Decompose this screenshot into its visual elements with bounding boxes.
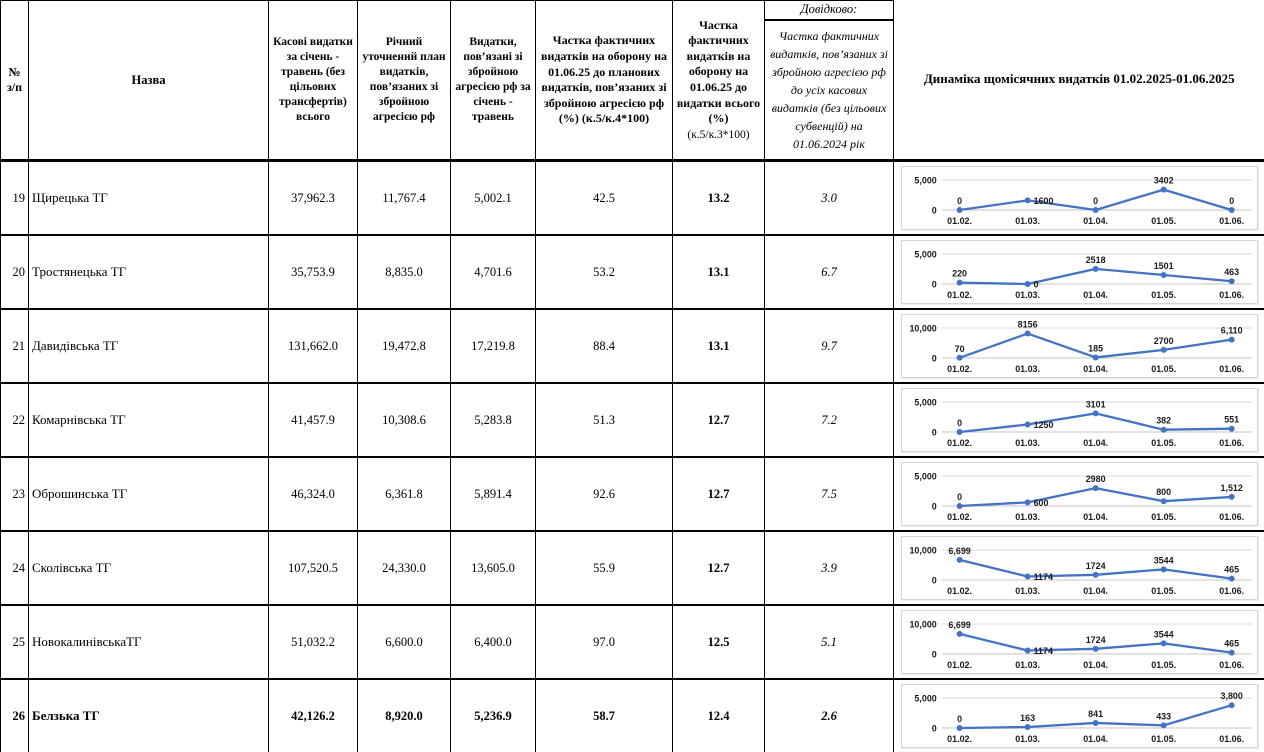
svg-text:0: 0 <box>932 576 937 586</box>
community-name-cell: Комарнівська ТГ <box>29 383 269 457</box>
share-of-total-cell: 12.7 <box>673 383 765 457</box>
defense-expenses-cell: 13,605.0 <box>451 531 536 605</box>
svg-text:01.06.: 01.06. <box>1219 290 1244 300</box>
annual-plan-cell: 11,767.4 <box>358 161 451 236</box>
svg-text:3402: 3402 <box>1154 176 1174 186</box>
svg-text:01.02.: 01.02. <box>947 660 972 670</box>
line-chart-svg <box>902 463 1257 525</box>
annual-plan-cell: 10,308.6 <box>358 383 451 457</box>
svg-text:01.06.: 01.06. <box>1219 512 1244 522</box>
defense-expenses-cell: 6,400.0 <box>451 605 536 679</box>
share-of-plan-cell: 42.5 <box>536 161 673 236</box>
cash-expenses-cell: 37,962.3 <box>269 161 358 236</box>
svg-text:01.04.: 01.04. <box>1083 290 1108 300</box>
svg-text:0: 0 <box>932 502 937 512</box>
svg-text:0: 0 <box>957 418 962 428</box>
svg-text:5,000: 5,000 <box>914 472 936 482</box>
svg-text:0: 0 <box>932 354 937 364</box>
share-of-plan-cell: 55.9 <box>536 531 673 605</box>
svg-text:1501: 1501 <box>1154 261 1174 271</box>
community-name-cell: Оброшинська ТГ <box>29 457 269 531</box>
svg-text:5,000: 5,000 <box>914 694 936 704</box>
svg-text:5,000: 5,000 <box>914 250 936 260</box>
svg-text:0: 0 <box>957 492 962 502</box>
community-name-cell: Сколівська ТГ <box>29 531 269 605</box>
community-name-cell: НовокалинівськаТГ <box>29 605 269 679</box>
reference-2024-cell: 7.5 <box>765 457 894 531</box>
svg-text:463: 463 <box>1224 267 1239 277</box>
svg-text:01.03.: 01.03. <box>1015 512 1040 522</box>
line-chart-svg <box>902 685 1257 747</box>
row-number-cell: 23 <box>1 457 29 531</box>
svg-text:3544: 3544 <box>1154 556 1174 566</box>
svg-text:01.03.: 01.03. <box>1015 290 1040 300</box>
share-of-plan-cell: 88.4 <box>536 309 673 383</box>
share-of-total-cell: 12.7 <box>673 531 765 605</box>
svg-text:01.04.: 01.04. <box>1083 364 1108 374</box>
defense-expenses-cell: 5,236.9 <box>451 679 536 752</box>
svg-text:01.06.: 01.06. <box>1219 216 1244 226</box>
table-row <box>1 457 1264 531</box>
svg-text:01.05.: 01.05. <box>1151 586 1176 596</box>
svg-text:01.04.: 01.04. <box>1083 438 1108 448</box>
svg-text:01.02.: 01.02. <box>947 364 972 374</box>
annual-plan-cell: 19,472.8 <box>358 309 451 383</box>
svg-text:185: 185 <box>1088 344 1103 354</box>
share-of-plan-cell: 97.0 <box>536 605 673 679</box>
dynamics-chart-cell <box>894 605 1264 679</box>
table-row <box>1 161 1264 236</box>
svg-text:841: 841 <box>1088 709 1103 719</box>
annual-plan-cell: 6,600.0 <box>358 605 451 679</box>
svg-text:465: 465 <box>1224 639 1239 649</box>
svg-text:0: 0 <box>932 206 937 216</box>
reference-2024-cell: 7.2 <box>765 383 894 457</box>
dynamics-chart-cell <box>894 161 1264 236</box>
annual-plan-cell: 8,920.0 <box>358 679 451 752</box>
sparkline-chart <box>901 314 1258 378</box>
svg-text:800: 800 <box>1156 487 1171 497</box>
svg-text:01.02.: 01.02. <box>947 216 972 226</box>
line-chart-svg <box>902 241 1257 303</box>
share-of-total-cell: 13.1 <box>673 309 765 383</box>
share-of-plan-cell: 92.6 <box>536 457 673 531</box>
table-body <box>1 161 1264 752</box>
line-chart-svg <box>902 315 1257 377</box>
svg-text:01.03.: 01.03. <box>1015 364 1040 374</box>
svg-text:600: 600 <box>1034 498 1049 508</box>
community-name-cell: Белзька ТГ <box>29 679 269 752</box>
annual-plan-cell: 8,835.0 <box>358 235 451 309</box>
svg-text:1174: 1174 <box>1034 646 1053 656</box>
svg-text:2700: 2700 <box>1154 336 1174 346</box>
reference-description: Частка фактичних видатків, пов’язаних зі збройною агресією рф до усіх касових видатків (без цільових субвенцій) на 01.06.2024 рік <box>765 21 893 159</box>
reference-2024-cell: 5.1 <box>765 605 894 679</box>
sparkline-chart <box>901 240 1258 304</box>
svg-text:01.04.: 01.04. <box>1083 586 1108 596</box>
reference-title: Довідково: <box>765 1 893 21</box>
share-of-total-cell: 13.1 <box>673 235 765 309</box>
svg-text:01.02.: 01.02. <box>947 438 972 448</box>
svg-text:0: 0 <box>1229 196 1234 206</box>
dynamics-chart-cell <box>894 309 1264 383</box>
svg-text:5,000: 5,000 <box>914 398 936 408</box>
svg-text:2980: 2980 <box>1086 474 1106 484</box>
header-row-number: № з/п <box>1 1 29 161</box>
svg-text:1250: 1250 <box>1034 420 1054 430</box>
svg-text:01.04.: 01.04. <box>1083 512 1108 522</box>
svg-text:01.04.: 01.04. <box>1083 734 1108 744</box>
defense-expenses-cell: 5,891.4 <box>451 457 536 531</box>
line-chart-svg <box>902 537 1257 599</box>
svg-text:01.05.: 01.05. <box>1151 660 1176 670</box>
share-of-plan-cell: 51.3 <box>536 383 673 457</box>
line-chart-svg <box>902 389 1257 451</box>
reference-2024-cell: 6.7 <box>765 235 894 309</box>
annual-plan-cell: 24,330.0 <box>358 531 451 605</box>
svg-text:01.04.: 01.04. <box>1083 216 1108 226</box>
svg-text:01.03.: 01.03. <box>1015 734 1040 744</box>
svg-text:1,512: 1,512 <box>1221 483 1243 493</box>
svg-text:01.05.: 01.05. <box>1151 216 1176 226</box>
share-of-total-cell: 12.7 <box>673 457 765 531</box>
sparkline-chart <box>901 462 1258 526</box>
reference-2024-cell: 2.6 <box>765 679 894 752</box>
svg-text:01.05.: 01.05. <box>1151 364 1176 374</box>
cash-expenses-cell: 131,662.0 <box>269 309 358 383</box>
svg-text:6,699: 6,699 <box>948 546 970 556</box>
cash-expenses-cell: 35,753.9 <box>269 235 358 309</box>
header-annual-plan: Річний уточнений план видатків, пов’язаних зі збройною агресією рф <box>358 1 451 161</box>
svg-text:0: 0 <box>932 428 937 438</box>
svg-text:0: 0 <box>932 280 937 290</box>
svg-text:01.05.: 01.05. <box>1151 290 1176 300</box>
svg-text:01.02.: 01.02. <box>947 586 972 596</box>
header-share-of-plan: Частка фактичних видатків на оборону на 01.06.25 до планових видатків, пов’язаних зі збройною агресією рф (%) (к.5/к.4*100) <box>536 1 673 161</box>
defense-expenses-cell: 5,002.1 <box>451 161 536 236</box>
svg-text:01.04.: 01.04. <box>1083 660 1108 670</box>
cash-expenses-cell: 46,324.0 <box>269 457 358 531</box>
svg-text:465: 465 <box>1224 565 1239 575</box>
cash-expenses-cell: 41,457.9 <box>269 383 358 457</box>
svg-text:01.03.: 01.03. <box>1015 660 1040 670</box>
table-row <box>1 605 1264 679</box>
svg-text:3,800: 3,800 <box>1221 691 1243 701</box>
row-number-cell: 19 <box>1 161 29 236</box>
table-row <box>1 235 1264 309</box>
defense-expenses-cell: 5,283.8 <box>451 383 536 457</box>
svg-text:10,000: 10,000 <box>909 324 936 334</box>
sparkline-chart <box>901 684 1258 748</box>
line-chart-svg <box>902 611 1257 673</box>
sparkline-chart <box>901 536 1258 600</box>
svg-text:1724: 1724 <box>1086 561 1106 571</box>
line-chart-svg <box>902 167 1257 229</box>
header-share-of-total <box>673 1 765 161</box>
svg-text:01.03.: 01.03. <box>1015 216 1040 226</box>
table-row <box>1 309 1264 383</box>
svg-text:01.06.: 01.06. <box>1219 734 1244 744</box>
reference-2024-cell: 3.9 <box>765 531 894 605</box>
row-number-cell: 26 <box>1 679 29 752</box>
svg-text:0: 0 <box>932 724 937 734</box>
dynamics-chart-cell <box>894 679 1264 752</box>
svg-text:5,000: 5,000 <box>914 176 936 186</box>
svg-text:8156: 8156 <box>1018 320 1038 330</box>
svg-text:01.02.: 01.02. <box>947 734 972 744</box>
svg-text:163: 163 <box>1020 713 1035 723</box>
row-number-cell: 20 <box>1 235 29 309</box>
svg-text:0: 0 <box>1034 280 1039 290</box>
svg-text:01.02.: 01.02. <box>947 290 972 300</box>
share-of-total-cell: 12.5 <box>673 605 765 679</box>
dynamics-chart-cell <box>894 457 1264 531</box>
svg-text:01.02.: 01.02. <box>947 512 972 522</box>
community-name-cell: Давидівська ТГ <box>29 309 269 383</box>
svg-text:2518: 2518 <box>1086 255 1106 265</box>
header-share-of-total-text: Частка фактичних видатків на оборону на 01.06.25 до видатки всього (%) <box>675 18 762 127</box>
defense-expenses-cell: 17,219.8 <box>451 309 536 383</box>
svg-text:01.03.: 01.03. <box>1015 586 1040 596</box>
sparkline-chart <box>901 610 1258 674</box>
svg-text:6,699: 6,699 <box>948 620 970 630</box>
cash-expenses-cell: 107,520.5 <box>269 531 358 605</box>
svg-text:01.06.: 01.06. <box>1219 438 1244 448</box>
svg-text:01.06.: 01.06. <box>1219 586 1244 596</box>
svg-text:6,110: 6,110 <box>1221 326 1243 336</box>
table-row <box>1 679 1264 752</box>
svg-text:01.05.: 01.05. <box>1151 734 1176 744</box>
svg-text:382: 382 <box>1156 416 1171 426</box>
defense-expenses-cell: 4,701.6 <box>451 235 536 309</box>
row-number-cell: 24 <box>1 531 29 605</box>
header-monthly-dynamics: Динаміка щомісячних видатків 01.02.2025-01.06.2025 <box>894 1 1264 161</box>
reference-2024-cell: 3.0 <box>765 161 894 236</box>
svg-text:0: 0 <box>957 714 962 724</box>
svg-text:0: 0 <box>957 196 962 206</box>
cash-expenses-cell: 42,126.2 <box>269 679 358 752</box>
svg-text:3101: 3101 <box>1086 400 1106 410</box>
svg-text:0: 0 <box>932 650 937 660</box>
svg-text:1600: 1600 <box>1034 196 1054 206</box>
svg-text:551: 551 <box>1224 415 1239 425</box>
share-of-plan-cell: 58.7 <box>536 679 673 752</box>
sparkline-chart <box>901 388 1258 452</box>
table-row <box>1 383 1264 457</box>
dynamics-chart-cell <box>894 235 1264 309</box>
dynamics-chart-cell <box>894 383 1264 457</box>
svg-text:01.03.: 01.03. <box>1015 438 1040 448</box>
share-of-total-cell: 13.2 <box>673 161 765 236</box>
annual-plan-cell: 6,361.8 <box>358 457 451 531</box>
svg-text:70: 70 <box>955 344 965 354</box>
row-number-cell: 21 <box>1 309 29 383</box>
svg-text:3544: 3544 <box>1154 630 1174 640</box>
svg-text:01.06.: 01.06. <box>1219 364 1244 374</box>
svg-text:01.06.: 01.06. <box>1219 660 1244 670</box>
svg-text:1724: 1724 <box>1086 635 1106 645</box>
community-name-cell: Щирецька ТГ <box>29 161 269 236</box>
header-share-of-total-formula: (к.5/к.3*100) <box>675 128 762 143</box>
share-of-total-cell: 12.4 <box>673 679 765 752</box>
header-name: Назва <box>29 1 269 161</box>
cash-expenses-cell: 51,032.2 <box>269 605 358 679</box>
table-row <box>1 531 1264 605</box>
svg-text:01.05.: 01.05. <box>1151 438 1176 448</box>
svg-text:10,000: 10,000 <box>909 546 936 556</box>
sparkline-chart <box>901 166 1258 230</box>
community-name-cell: Тростянецька ТГ <box>29 235 269 309</box>
header-cash-expenses: Касові видатки за січень - травень (без цільових трансфертів) всього <box>269 1 358 161</box>
share-of-plan-cell: 53.2 <box>536 235 673 309</box>
row-number-cell: 25 <box>1 605 29 679</box>
header-defense-expenses: Видатки, пов’язані зі збройною агресією рф за січень - травень <box>451 1 536 161</box>
svg-text:0: 0 <box>1093 196 1098 206</box>
svg-text:220: 220 <box>952 269 967 279</box>
reference-2024-cell: 9.7 <box>765 309 894 383</box>
header-reference <box>765 1 894 161</box>
svg-text:01.05.: 01.05. <box>1151 512 1176 522</box>
svg-text:10,000: 10,000 <box>909 620 936 630</box>
dynamics-chart-cell <box>894 531 1264 605</box>
row-number-cell: 22 <box>1 383 29 457</box>
svg-text:433: 433 <box>1156 712 1171 722</box>
header-row <box>1 1 1264 161</box>
svg-text:1174: 1174 <box>1034 572 1053 582</box>
